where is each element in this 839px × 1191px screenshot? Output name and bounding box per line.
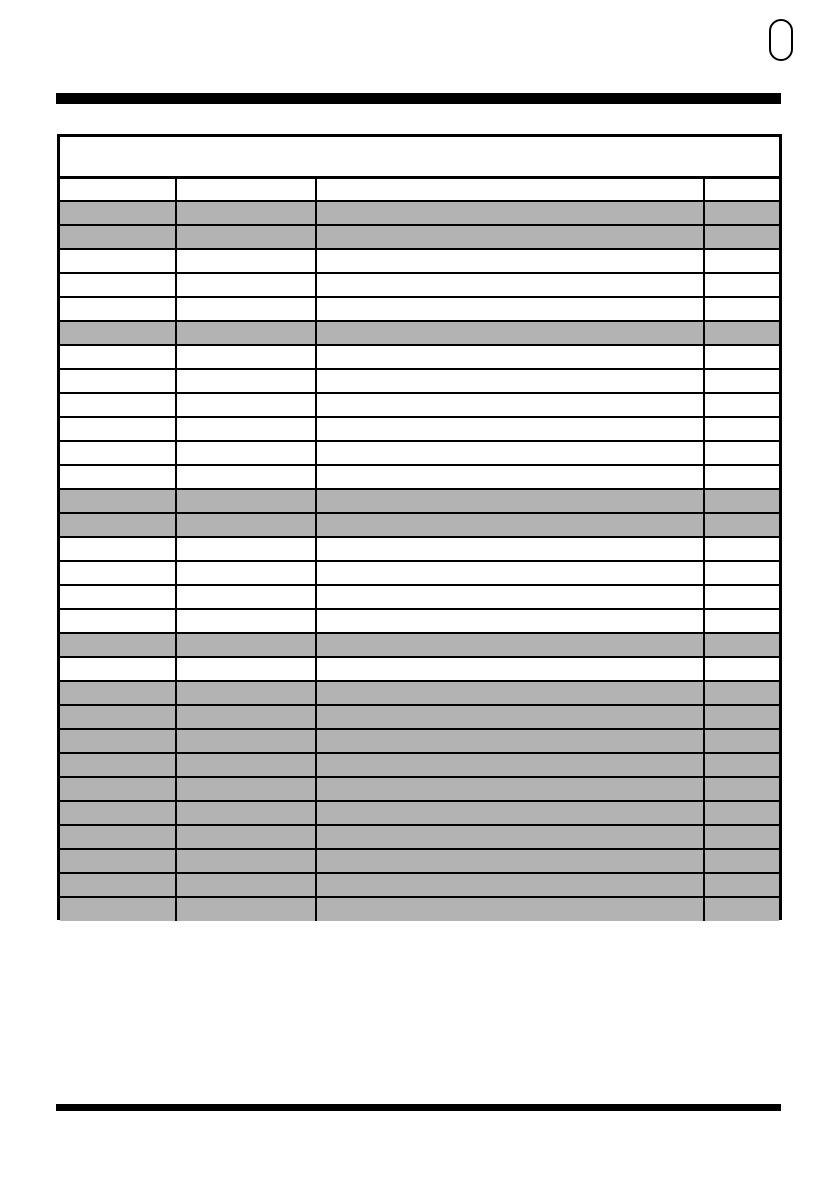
table-row bbox=[60, 417, 779, 441]
data-table bbox=[60, 179, 779, 921]
table-cell bbox=[704, 825, 779, 849]
table-cell bbox=[176, 393, 316, 417]
table-row bbox=[60, 561, 779, 585]
table-cell bbox=[316, 753, 704, 777]
column-header bbox=[176, 179, 316, 201]
table-cell bbox=[704, 705, 779, 729]
table-cell bbox=[60, 609, 176, 633]
table-row bbox=[60, 465, 779, 489]
table-row bbox=[60, 825, 779, 849]
table-cell bbox=[704, 297, 779, 321]
table-cell bbox=[316, 585, 704, 609]
table-row bbox=[60, 201, 779, 225]
table-cell bbox=[60, 633, 176, 657]
table-cell bbox=[704, 777, 779, 801]
table-cell bbox=[316, 537, 704, 561]
table-cell bbox=[316, 369, 704, 393]
table-cell bbox=[176, 873, 316, 897]
table-cell bbox=[704, 321, 779, 345]
table-cell bbox=[176, 681, 316, 705]
table-row bbox=[60, 705, 779, 729]
table-row bbox=[60, 393, 779, 417]
page-number-box bbox=[769, 19, 793, 61]
table-cell bbox=[704, 873, 779, 897]
table-row bbox=[60, 753, 779, 777]
table-cell bbox=[176, 825, 316, 849]
column-header bbox=[316, 179, 704, 201]
table-row bbox=[60, 441, 779, 465]
table-cell bbox=[704, 849, 779, 873]
table-cell bbox=[176, 657, 316, 681]
table-cell bbox=[316, 705, 704, 729]
table-row bbox=[60, 369, 779, 393]
table-row bbox=[60, 297, 779, 321]
table-cell bbox=[316, 513, 704, 537]
table-cell bbox=[60, 441, 176, 465]
table-row bbox=[60, 225, 779, 249]
table-cell bbox=[704, 201, 779, 225]
table-cell bbox=[176, 369, 316, 393]
table-row bbox=[60, 345, 779, 369]
table-cell bbox=[60, 729, 176, 753]
table-row bbox=[60, 849, 779, 873]
table-row bbox=[60, 729, 779, 753]
table-cell bbox=[316, 801, 704, 825]
table-row bbox=[60, 513, 779, 537]
table-row bbox=[60, 777, 779, 801]
table-body bbox=[60, 201, 779, 921]
table-cell bbox=[316, 225, 704, 249]
table-row bbox=[60, 489, 779, 513]
table-cell bbox=[704, 897, 779, 921]
table-cell bbox=[316, 633, 704, 657]
table-cell bbox=[60, 537, 176, 561]
table-cell bbox=[60, 249, 176, 273]
table-cell bbox=[60, 561, 176, 585]
table-cell bbox=[60, 513, 176, 537]
table-cell bbox=[60, 369, 176, 393]
table-cell bbox=[176, 465, 316, 489]
table-cell bbox=[704, 657, 779, 681]
table-cell bbox=[316, 489, 704, 513]
footer-rule bbox=[56, 1104, 781, 1111]
table-cell bbox=[704, 537, 779, 561]
table-cell bbox=[704, 273, 779, 297]
table-cell bbox=[704, 369, 779, 393]
table-cell bbox=[176, 849, 316, 873]
table-frame bbox=[57, 134, 782, 920]
table-cell bbox=[704, 729, 779, 753]
table-row bbox=[60, 801, 779, 825]
table-cell bbox=[176, 489, 316, 513]
table-cell bbox=[316, 273, 704, 297]
table-cell bbox=[704, 561, 779, 585]
table-cell bbox=[176, 537, 316, 561]
table-cell bbox=[60, 225, 176, 249]
table-cell bbox=[60, 489, 176, 513]
table-cell bbox=[316, 849, 704, 873]
table-cell bbox=[316, 393, 704, 417]
table-cell bbox=[704, 441, 779, 465]
table-row bbox=[60, 873, 779, 897]
table-row bbox=[60, 321, 779, 345]
table-row bbox=[60, 273, 779, 297]
table-cell bbox=[176, 441, 316, 465]
table-cell bbox=[316, 249, 704, 273]
table-cell bbox=[176, 297, 316, 321]
table-cell bbox=[704, 585, 779, 609]
table-cell bbox=[704, 753, 779, 777]
table-cell bbox=[316, 465, 704, 489]
table-cell bbox=[704, 345, 779, 369]
table-cell bbox=[704, 465, 779, 489]
header-rule bbox=[56, 93, 781, 104]
table-cell bbox=[704, 513, 779, 537]
table-cell bbox=[704, 681, 779, 705]
table-cell bbox=[60, 321, 176, 345]
table-cell bbox=[60, 897, 176, 921]
table-cell bbox=[316, 561, 704, 585]
table-cell bbox=[176, 273, 316, 297]
table-cell bbox=[176, 345, 316, 369]
table-cell bbox=[60, 297, 176, 321]
table-cell bbox=[316, 777, 704, 801]
table-cell bbox=[176, 777, 316, 801]
table-cell bbox=[60, 681, 176, 705]
table-cell bbox=[316, 345, 704, 369]
table-cell bbox=[60, 585, 176, 609]
table-cell bbox=[176, 585, 316, 609]
table-cell bbox=[316, 297, 704, 321]
table-cell bbox=[176, 609, 316, 633]
table-cell bbox=[60, 801, 176, 825]
table-cell bbox=[60, 873, 176, 897]
table-cell bbox=[60, 417, 176, 441]
table-cell bbox=[704, 249, 779, 273]
table-cell bbox=[176, 513, 316, 537]
table-cell bbox=[316, 201, 704, 225]
table-cell bbox=[60, 345, 176, 369]
table-cell bbox=[60, 393, 176, 417]
table-cell bbox=[704, 609, 779, 633]
table-row bbox=[60, 249, 779, 273]
table-cell bbox=[316, 825, 704, 849]
table-cell bbox=[176, 321, 316, 345]
table-row bbox=[60, 657, 779, 681]
table-cell bbox=[176, 729, 316, 753]
table-cell bbox=[60, 465, 176, 489]
table-cell bbox=[704, 393, 779, 417]
table-cell bbox=[316, 441, 704, 465]
column-header bbox=[60, 179, 176, 201]
table-cell bbox=[316, 609, 704, 633]
table-cell bbox=[704, 633, 779, 657]
table-caption bbox=[60, 137, 779, 179]
table-header-row bbox=[60, 179, 779, 201]
table-cell bbox=[60, 753, 176, 777]
table-row bbox=[60, 681, 779, 705]
table-cell bbox=[60, 705, 176, 729]
table-row bbox=[60, 537, 779, 561]
table-cell bbox=[176, 897, 316, 921]
table-cell bbox=[60, 849, 176, 873]
table-row bbox=[60, 585, 779, 609]
table-row bbox=[60, 633, 779, 657]
table-cell bbox=[176, 561, 316, 585]
table-cell bbox=[176, 201, 316, 225]
column-header bbox=[704, 179, 779, 201]
table-cell bbox=[176, 753, 316, 777]
table-cell bbox=[176, 633, 316, 657]
table-cell bbox=[60, 273, 176, 297]
table-cell bbox=[176, 249, 316, 273]
table-cell bbox=[60, 777, 176, 801]
table-cell bbox=[316, 657, 704, 681]
table-row bbox=[60, 609, 779, 633]
table-cell bbox=[60, 657, 176, 681]
table-cell bbox=[704, 801, 779, 825]
table-cell bbox=[316, 729, 704, 753]
table-cell bbox=[60, 201, 176, 225]
table-cell bbox=[176, 417, 316, 441]
table-cell bbox=[316, 897, 704, 921]
table-cell bbox=[316, 873, 704, 897]
table-cell bbox=[704, 417, 779, 441]
table-cell bbox=[176, 801, 316, 825]
table-row bbox=[60, 897, 779, 921]
table-cell bbox=[316, 681, 704, 705]
table-cell bbox=[176, 705, 316, 729]
table-cell bbox=[316, 321, 704, 345]
table-cell bbox=[60, 825, 176, 849]
table-cell bbox=[316, 417, 704, 441]
table-cell bbox=[704, 225, 779, 249]
table-cell bbox=[176, 225, 316, 249]
table-cell bbox=[704, 489, 779, 513]
